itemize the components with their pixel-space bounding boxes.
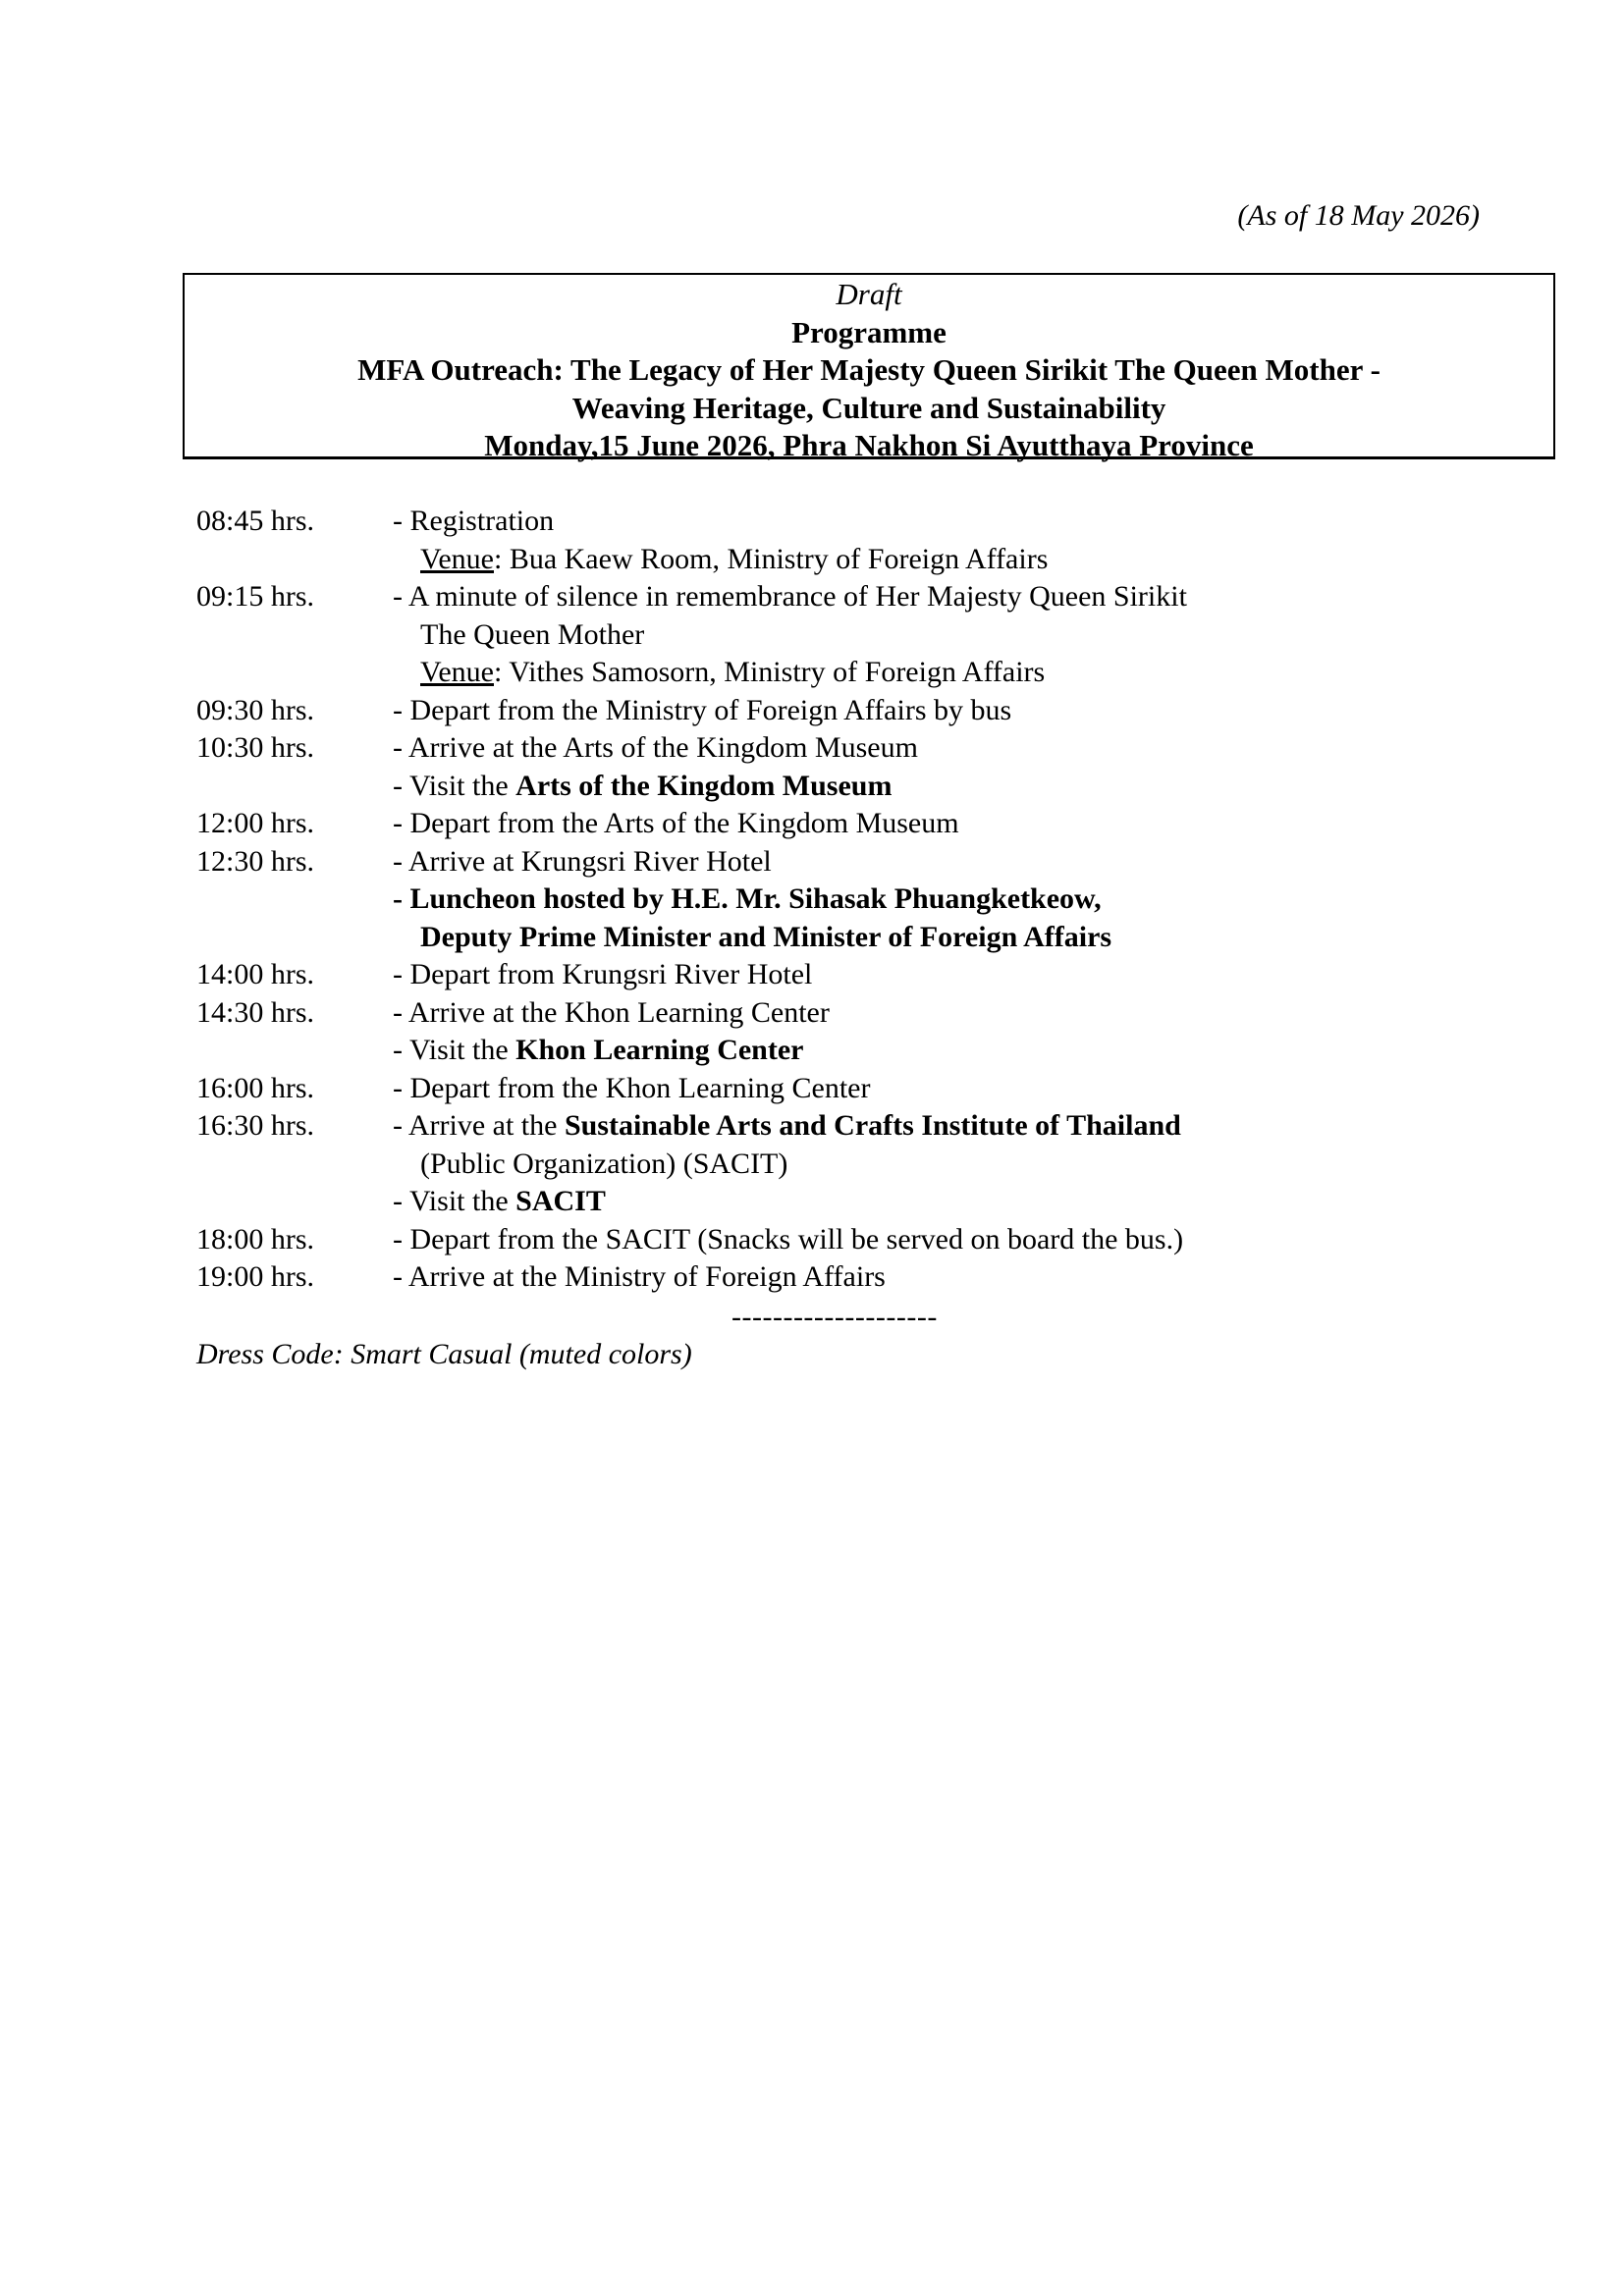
- schedule-row: [196, 654, 1473, 692]
- visit-prefix: - Visit the: [393, 1034, 516, 1066]
- schedule-time: 14:30 hrs.: [196, 995, 314, 1029]
- schedule-time: 18:00 hrs.: [196, 1222, 314, 1255]
- schedule-row: [196, 1258, 1473, 1297]
- schedule-time: 12:30 hrs.: [196, 844, 314, 878]
- dress-code: Dress Code: Smart Casual (muted colors): [196, 1338, 692, 1370]
- schedule-row: [196, 1183, 1473, 1221]
- schedule-time: 16:00 hrs.: [196, 1071, 314, 1104]
- schedule-row: [196, 616, 1473, 655]
- schedule-visit: [393, 1032, 804, 1070]
- schedule-time: 14:00 hrs.: [196, 958, 314, 990]
- luncheon-line-2: Deputy Prime Minister and Minister of Foreign Affairs: [420, 920, 1112, 953]
- schedule-row: [196, 503, 1473, 541]
- schedule-item: - Arrive at the Ministry of Foreign Affairs: [393, 1260, 886, 1293]
- visit-prefix: - Visit the: [393, 769, 516, 802]
- item-prefix: - Arrive at the: [393, 1109, 565, 1142]
- schedule-row: [196, 1070, 1473, 1108]
- schedule-row: [196, 805, 1473, 843]
- schedule-item: - Depart from the SACIT (Snacks will be served on board the bus.): [393, 1222, 1184, 1255]
- schedule-row: [196, 956, 1473, 994]
- visit-place: SACIT: [515, 1185, 606, 1217]
- schedule-time: 09:30 hrs.: [196, 693, 314, 726]
- venue-label: Venue: [420, 656, 494, 688]
- schedule-row: [196, 1107, 1473, 1146]
- visit-place: Khon Learning Center: [515, 1034, 804, 1066]
- visit-place: Arts of the Kingdom Museum: [515, 769, 893, 802]
- schedule-row: [196, 1221, 1473, 1259]
- as-of-date: (As of 18 May 2026): [1237, 199, 1480, 232]
- schedule-row: [196, 919, 1473, 957]
- schedule-item-continued: The Queen Mother: [420, 617, 645, 651]
- venue-text: : Vithes Samosorn, Ministry of Foreign Affairs: [493, 656, 1046, 688]
- event-title-line-1: MFA Outreach: The Legacy of Her Majesty Queen Sirikit The Queen Mother -: [357, 352, 1380, 387]
- schedule-item-continued: (Public Organization) (SACIT): [420, 1147, 788, 1180]
- schedule-venue: [420, 654, 1045, 692]
- schedule-item: - Depart from the Khon Learning Center: [393, 1071, 871, 1104]
- schedule-venue: [420, 541, 1048, 579]
- schedule-time: 09:15 hrs.: [196, 580, 314, 613]
- schedule-visit: [393, 768, 892, 806]
- schedule-row: [196, 1146, 1473, 1184]
- schedule-row: [196, 541, 1473, 579]
- schedule-time: 16:30 hrs.: [196, 1109, 314, 1142]
- schedule-row: [196, 768, 1473, 806]
- schedule-visit: [393, 1183, 606, 1221]
- schedule-item: - Arrive at the Khon Learning Center: [393, 995, 830, 1029]
- venue-label: Venue: [420, 542, 494, 575]
- schedule-item: - Depart from the Ministry of Foreign Affairs by bus: [393, 693, 1012, 726]
- schedule-row: [196, 881, 1473, 919]
- schedule-time: 12:00 hrs.: [196, 807, 314, 839]
- venue-text: : Bua Kaew Room, Ministry of Foreign Affairs: [493, 542, 1049, 575]
- schedule-row: [196, 729, 1473, 768]
- schedule-row: [196, 1032, 1473, 1070]
- schedule-item: - Registration: [393, 505, 555, 537]
- end-divider: --------------------: [731, 1301, 938, 1333]
- schedule-row: [196, 843, 1473, 881]
- programme-header-box: [183, 273, 1555, 462]
- schedule-item: [393, 1107, 1181, 1146]
- schedule-row: [196, 994, 1473, 1033]
- event-date-place: Monday,15 June 2026, Phra Nakhon Si Ayutthaya Province: [484, 428, 1254, 462]
- schedule-time: 19:00 hrs.: [196, 1260, 314, 1293]
- visit-prefix: - Visit the: [393, 1185, 516, 1217]
- draft-label: Draft: [836, 277, 902, 311]
- item-place: Sustainable Arts and Crafts Institute of Thailand: [564, 1109, 1181, 1142]
- schedule-row: [196, 578, 1473, 616]
- schedule-row: [196, 692, 1473, 730]
- event-title-line-2: Weaving Heritage, Culture and Sustainability: [571, 390, 1166, 425]
- schedule: [196, 503, 1473, 1297]
- schedule-item: - Depart from the Arts of the Kingdom Museum: [393, 807, 959, 839]
- schedule-item: - Depart from Krungsri River Hotel: [393, 958, 813, 990]
- schedule-item: - Arrive at the Arts of the Kingdom Museum: [393, 731, 918, 764]
- schedule-item: - Arrive at Krungsri River Hotel: [393, 844, 772, 878]
- schedule-time: 08:45 hrs.: [196, 505, 314, 537]
- schedule-item: - A minute of silence in remembrance of Her Majesty Queen Sirikit: [393, 580, 1187, 613]
- schedule-time: 10:30 hrs.: [196, 731, 314, 764]
- luncheon-line-1: - Luncheon hosted by H.E. Mr. Sihasak Phuangketkeow,: [393, 882, 1102, 915]
- programme-label: Programme: [791, 314, 947, 349]
